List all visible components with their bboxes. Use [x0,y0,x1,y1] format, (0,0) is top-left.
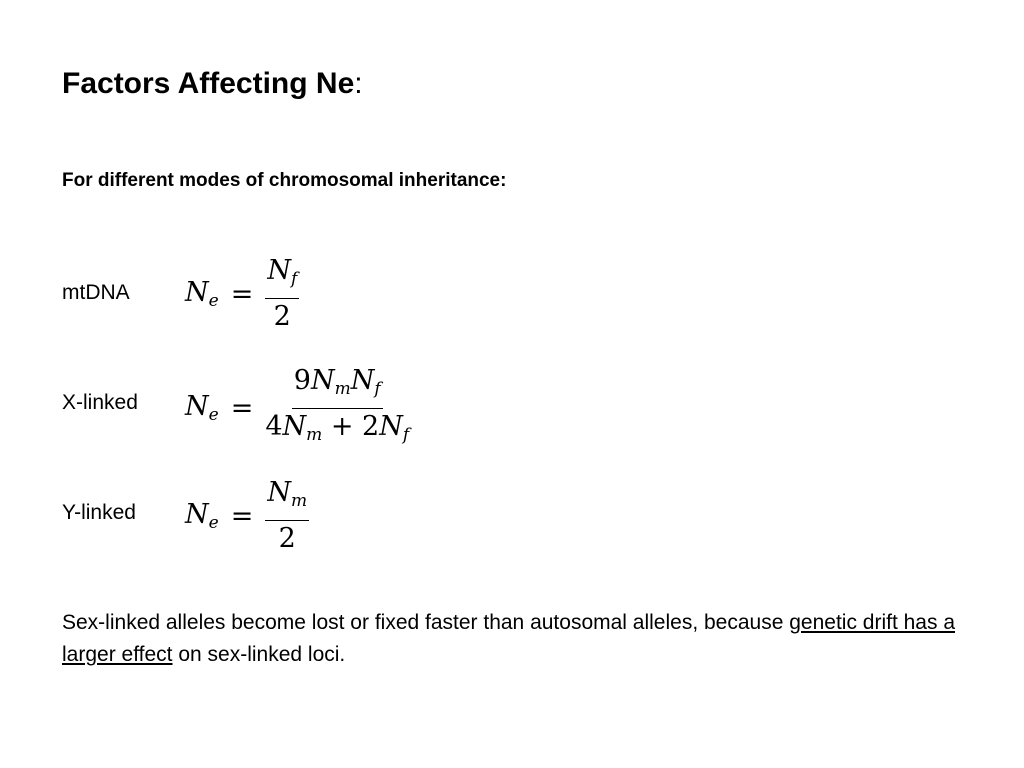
fraction-denominator: 2 [278,523,296,554]
body-text-start: Sex-linked alleles become lost or fixed faster than autosomal alleles, because [62,611,790,634]
fraction [265,365,409,451]
fraction-numerator: $9N_mN_f$ [292,365,383,409]
formula-lhs: $N_e$ [185,277,219,311]
row-label-mtdna: mtDNA [62,281,130,304]
row-label-y-linked: Y-linked [62,501,136,524]
slide-title-colon: : [354,67,363,100]
slide-subtitle: For different modes of chromosomal inheritance: [62,170,507,191]
equals-sign: = [230,392,254,424]
slide-title-main: Factors Affecting Ne [62,67,355,100]
formula-lhs: $N_e$ [185,499,219,533]
body-paragraph [62,607,962,671]
body-text-underlined: genetic drift has a larger effect [62,611,955,666]
equals-sign: = [230,278,254,310]
formula-y-linked [185,477,309,555]
fraction [265,477,309,555]
fraction-numerator: $N_m$ [265,477,309,521]
fraction-denominator: $4N_m + 2N_f$ [265,411,410,445]
row-label-x-linked: X-linked [62,391,138,414]
formula-x-linked [185,365,409,451]
body-text-end: on sex-linked loci. [172,643,346,666]
slide-title [62,64,363,104]
equals-sign: = [230,500,254,532]
formula-mtdna [185,255,299,333]
fraction-numerator: $N_f$ [265,255,299,299]
formula-lhs: $N_e$ [185,391,219,425]
fraction-denominator: 2 [273,301,291,332]
fraction [265,255,299,333]
